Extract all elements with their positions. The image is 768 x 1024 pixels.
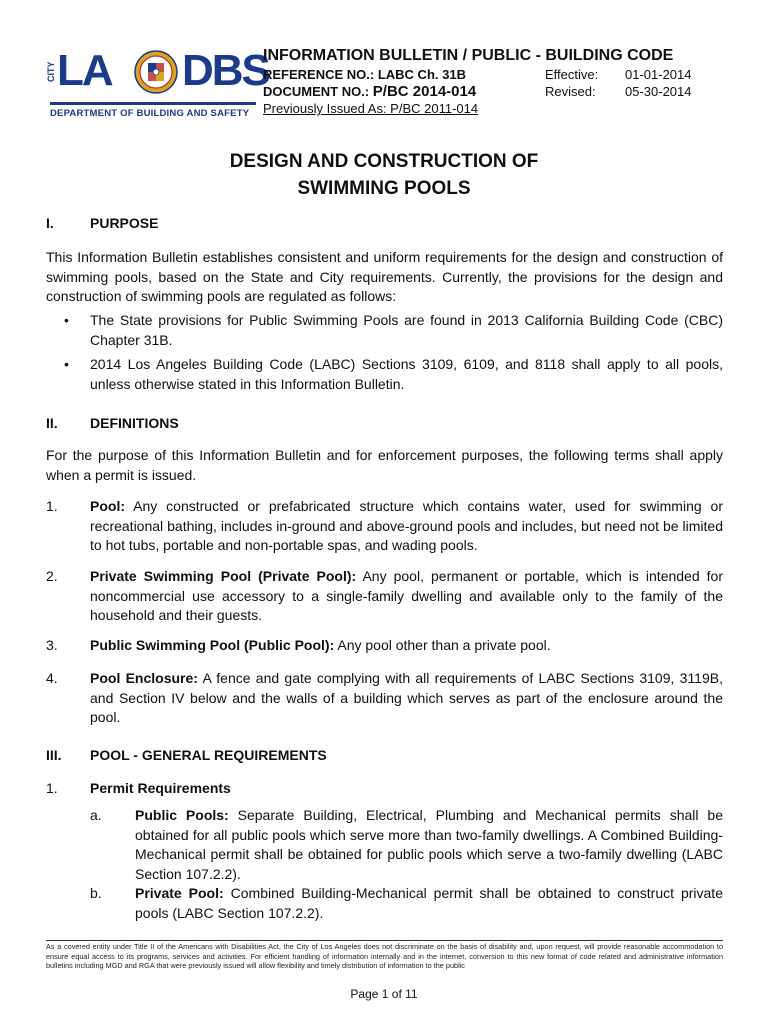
item-text <box>90 669 723 728</box>
previously-issued: Previously Issued As: P/BC 2011-014 <box>263 101 479 116</box>
document-number-prefix: DOCUMENT NO.: <box>263 84 373 99</box>
item-term: Private Swimming Pool (Private Pool): <box>90 568 357 584</box>
subitem-text <box>135 806 723 884</box>
item-text <box>90 567 723 626</box>
logo-city-text: CITY <box>46 61 56 82</box>
logo-la-text: LA <box>57 46 112 95</box>
purpose-intro: This Information Bulletin establishes consistent and uniform requirements for the design and construction of swimming pools, based on the State and City requirements. Currently, the provisions for the design and construction of swimming pools are regulated as follows: <box>46 249 723 304</box>
logo-department-name: DEPARTMENT OF BUILDING AND SAFETY <box>50 108 250 119</box>
subitem-text <box>135 884 723 923</box>
bulletin-header <box>263 46 723 117</box>
bullet-text: 2014 Los Angeles Building Code (LABC) Sections 3109, 6109, and 8118 shall apply to all pools, unless otherwise stated in this Information Bulletin. <box>90 356 723 392</box>
bulletin-title: INFORMATION BULLETIN / PUBLIC - BUILDING CODE <box>263 47 674 64</box>
bullet-text: The State provisions for Public Swimming Pools are found in 2013 California Building Code (CBC) Chapter 31B. <box>90 312 723 348</box>
bullet-icon: • <box>64 312 69 328</box>
document-number: P/BC 2014-014 <box>372 83 477 100</box>
item-number: 1. <box>46 498 58 514</box>
subitem-body: Separate Building, Electrical, Plumbing and Mechanical permits shall be obtained for all public pools which serve more than two-family dwellings. A Combined Building-Mechanical permit shall be obtained for public pools which serve a two-family dwelling (LABC Section 107.2.2). <box>135 807 723 882</box>
item-heading: Permit Requirements <box>90 780 231 796</box>
logo-dbs-text: DBS <box>182 46 269 95</box>
bullet-icon: • <box>64 356 69 372</box>
section-label: POOL - GENERAL REQUIREMENTS <box>90 747 327 763</box>
section-number: III. <box>46 747 62 763</box>
header-row-document <box>263 83 723 100</box>
page-number: Page 1 of 11 <box>350 987 418 1001</box>
item-term: Pool Enclosure: <box>90 670 198 686</box>
reference-number: REFERENCE NO.: LABC Ch. 31B <box>263 67 466 82</box>
ladbs-logo <box>44 44 269 119</box>
ada-footnote: As a covered entity under Title II of the Americans with Disabilities Act, the City of Los Angeles does not discriminate on the basis of disability and, upon request, will provide reasonable accommodation to ensure equal access to its programs, services and activities. For efficient handling of information internally and in the internet, conversion to this new format of code related and administrative information bulletins including MGD and RGA that were previously issued will allow flexibility and timely distribution of information to the public <box>46 942 723 971</box>
subitem-letter: b. <box>90 885 102 901</box>
effective-label: Effective: <box>545 67 599 82</box>
item-body: A fence and gate complying with all requirements of LABC Sections 3109, 3119B, and Section IV below and the walls of a building which serves as part of the enclosure around the pool. <box>90 670 723 725</box>
item-number: 1. <box>46 780 58 796</box>
section-label: DEFINITIONS <box>90 415 179 431</box>
item-number: 3. <box>46 637 58 653</box>
section-number: II. <box>46 415 58 431</box>
revised-label: Revised: <box>545 84 596 99</box>
logo-rule <box>50 102 256 105</box>
header-row-previous <box>263 100 723 117</box>
document-title-line-1: DESIGN AND CONSTRUCTION OF <box>229 151 539 172</box>
header-row-reference <box>263 66 723 83</box>
section-label: PURPOSE <box>90 215 159 231</box>
subitem-term: Public Pools: <box>135 807 229 823</box>
document-title <box>0 148 768 202</box>
item-text <box>90 636 723 656</box>
definitions-intro: For the purpose of this Information Bulletin and for enforcement purposes, the following terms shall apply when a permit is issued. <box>46 447 723 483</box>
item-number: 4. <box>46 670 58 686</box>
section-number: I. <box>46 215 54 231</box>
item-body: Any constructed or prefabricated structure which contains water, used for swimming or recreational bathing, includes in-ground and above-ground pools and includes, but need not be limited to hot tubs, portable and non-portable spas, and wading pools. <box>90 498 723 553</box>
item-term: Public Swimming Pool (Public Pool): <box>90 637 335 653</box>
subitem-letter: a. <box>90 807 102 823</box>
subitem-body: Combined Building-Mechanical permit shall be obtained to construct private pools (LABC Section 107.2.2). <box>135 885 723 921</box>
logo-wordmark <box>44 46 269 98</box>
item-body: Any pool other than a private pool. <box>334 637 551 653</box>
city-seal-icon <box>134 50 178 94</box>
item-body: Any pool, permanent or portable, which is intended for noncommercial use accessory to a single-family dwelling and available only to the family of the household and their guests. <box>90 568 724 623</box>
document-title-line-2: SWIMMING POOLS <box>297 178 471 199</box>
document-number-line <box>263 83 476 100</box>
item-term: Pool: <box>90 498 125 514</box>
item-number: 2. <box>46 568 58 584</box>
revised-date: 05-30-2014 <box>625 84 692 99</box>
effective-date: 01-01-2014 <box>625 67 692 82</box>
item-text <box>90 497 723 556</box>
subitem-term: Private Pool: <box>135 885 224 901</box>
footer-rule <box>46 940 723 941</box>
